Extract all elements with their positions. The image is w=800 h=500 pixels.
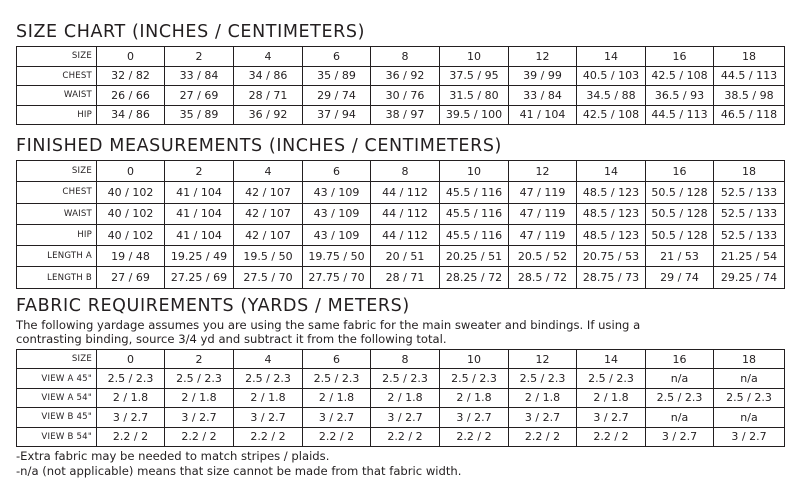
table-cell: 38 / 97: [371, 105, 440, 125]
size-header-cell: 18: [714, 161, 785, 182]
table-cell: 44.5 / 113: [646, 105, 714, 125]
size-header-cell: 18: [714, 350, 785, 369]
table-cell: 27.25 / 69: [165, 267, 234, 288]
table-cell: 34 / 86: [234, 66, 303, 86]
table-header-row: [17, 350, 785, 369]
row-label: VIEW A 45": [17, 369, 97, 388]
size-header-cell: 4: [234, 350, 303, 369]
table-cell: 3 / 2.7: [577, 408, 646, 427]
size-header-cell: 8: [371, 350, 440, 369]
size-header-cell: 2: [165, 350, 234, 369]
table-cell: 34.5 / 88: [577, 86, 646, 106]
table-cell: 48.5 / 123: [577, 203, 646, 224]
table-header-row: [17, 47, 785, 67]
note-extra-fabric: -Extra fabric may be needed to match stripes / plaids.: [16, 449, 330, 463]
table-cell: 2.5 / 2.3: [165, 369, 234, 388]
table-cell: 33 / 84: [509, 86, 577, 106]
table-cell: 2.2 / 2: [234, 427, 303, 446]
size-header-cell: 14: [577, 350, 646, 369]
table-cell: 42.5 / 108: [646, 66, 714, 86]
table-cell: 2.5 / 2.3: [371, 369, 440, 388]
fabric-requirements-title: FABRIC REQUIREMENTS (YARDS / METERS): [16, 296, 410, 316]
table-cell: 43 / 109: [303, 224, 371, 245]
table-row: [17, 388, 785, 407]
fabric-intro-line-1: The following yardage assumes you are using the same fabric for the main sweater and bindings. If using a: [16, 318, 641, 332]
table-cell: 3 / 2.7: [234, 408, 303, 427]
table-cell: 29.25 / 74: [714, 267, 785, 288]
size-header-cell: 0: [97, 161, 165, 182]
table-cell: 33 / 84: [165, 66, 234, 86]
table-cell: 21 / 53: [646, 246, 714, 267]
row-label: LENGTH A: [17, 246, 97, 267]
table-row: [17, 105, 785, 125]
table-cell: 2.5 / 2.3: [303, 369, 371, 388]
size-header-cell: 12: [509, 350, 577, 369]
table-cell: 45.5 / 116: [440, 182, 509, 203]
table-cell: 42 / 107: [234, 224, 303, 245]
table-cell: 3 / 2.7: [440, 408, 509, 427]
table-cell: 2.2 / 2: [303, 427, 371, 446]
table-cell: 3 / 2.7: [165, 408, 234, 427]
table-cell: 2.2 / 2: [509, 427, 577, 446]
table-cell: 3 / 2.7: [509, 408, 577, 427]
size-chart-title: SIZE CHART (INCHES / CENTIMETERS): [16, 22, 366, 42]
table-cell: 45.5 / 116: [440, 224, 509, 245]
table-cell: 2.5 / 2.3: [440, 369, 509, 388]
finished-measurements-table: [16, 160, 785, 289]
size-header-cell: 0: [97, 47, 165, 67]
size-header-cell: 4: [234, 47, 303, 67]
table-cell: 19.25 / 49: [165, 246, 234, 267]
row-label: HIP: [17, 105, 97, 125]
size-header-cell: 10: [440, 161, 509, 182]
table-cell: 36.5 / 93: [646, 86, 714, 106]
table-row: [17, 369, 785, 388]
size-header-cell: 18: [714, 47, 785, 67]
table-cell: 42 / 107: [234, 203, 303, 224]
table-cell: 35 / 89: [303, 66, 371, 86]
table-cell: 45.5 / 116: [440, 203, 509, 224]
table-cell: 41 / 104: [165, 182, 234, 203]
table-cell: 52.5 / 133: [714, 182, 785, 203]
table-cell: 41 / 104: [509, 105, 577, 125]
size-header-cell: 16: [646, 350, 714, 369]
finished-measurements-body: [17, 161, 785, 289]
table-cell: 38.5 / 98: [714, 86, 785, 106]
table-cell: 2 / 1.8: [577, 388, 646, 407]
table-cell: 46.5 / 118: [714, 105, 785, 125]
table-cell: 27 / 69: [165, 86, 234, 106]
row-label: VIEW B 45": [17, 408, 97, 427]
table-cell: 2 / 1.8: [234, 388, 303, 407]
table-row: [17, 66, 785, 86]
table-cell: 40 / 102: [97, 182, 165, 203]
size-chart-body: [17, 47, 785, 125]
table-cell: 42.5 / 108: [577, 105, 646, 125]
table-cell: 27 / 69: [97, 267, 165, 288]
table-cell: 2.5 / 2.3: [97, 369, 165, 388]
table-cell: 19.5 / 50: [234, 246, 303, 267]
table-row: [17, 408, 785, 427]
size-header-cell: 6: [303, 161, 371, 182]
table-cell: 47 / 119: [509, 203, 577, 224]
table-cell: 50.5 / 128: [646, 182, 714, 203]
size-header-cell: 4: [234, 161, 303, 182]
table-header-row: [17, 161, 785, 182]
table-cell: 27.75 / 70: [303, 267, 371, 288]
table-cell: 39.5 / 100: [440, 105, 509, 125]
table-cell: 3 / 2.7: [714, 427, 785, 446]
table-cell: 20 / 51: [371, 246, 440, 267]
table-cell: 2 / 1.8: [509, 388, 577, 407]
table-row: [17, 267, 785, 288]
row-label: CHEST: [17, 182, 97, 203]
table-cell: 52.5 / 133: [714, 224, 785, 245]
size-header-cell: 10: [440, 350, 509, 369]
table-cell: 3 / 2.7: [97, 408, 165, 427]
table-cell: 2.5 / 2.3: [646, 388, 714, 407]
table-cell: 2.2 / 2: [371, 427, 440, 446]
table-cell: 2 / 1.8: [440, 388, 509, 407]
table-cell: 2.2 / 2: [97, 427, 165, 446]
table-cell: 2.2 / 2: [577, 427, 646, 446]
table-cell: 37.5 / 95: [440, 66, 509, 86]
table-cell: 20.25 / 51: [440, 246, 509, 267]
table-cell: n/a: [646, 369, 714, 388]
size-chart-table: [16, 46, 785, 125]
table-cell: 34 / 86: [97, 105, 165, 125]
table-cell: 3 / 2.7: [371, 408, 440, 427]
table-cell: 2.5 / 2.3: [509, 369, 577, 388]
table-cell: 52.5 / 133: [714, 203, 785, 224]
fabric-requirements-body: [17, 350, 785, 447]
table-cell: 37 / 94: [303, 105, 371, 125]
table-cell: 2.5 / 2.3: [234, 369, 303, 388]
fabric-intro-line-2: contrasting binding, source 3/4 yd and subtract it from the following total.: [16, 332, 447, 346]
table-cell: 50.5 / 128: [646, 224, 714, 245]
size-label: SIZE: [17, 47, 97, 67]
size-label: SIZE: [17, 161, 97, 182]
table-cell: 2 / 1.8: [371, 388, 440, 407]
table-cell: 28 / 71: [371, 267, 440, 288]
size-header-cell: 2: [165, 47, 234, 67]
table-cell: 40.5 / 103: [577, 66, 646, 86]
table-cell: 35 / 89: [165, 105, 234, 125]
table-cell: 44 / 112: [371, 224, 440, 245]
fabric-requirements-table: [16, 349, 785, 447]
table-cell: 19 / 48: [97, 246, 165, 267]
table-cell: n/a: [714, 369, 785, 388]
row-label: LENGTH B: [17, 267, 97, 288]
finished-measurements-title: FINISHED MEASUREMENTS (INCHES / CENTIMETERS): [16, 136, 502, 156]
table-cell: 29 / 74: [646, 267, 714, 288]
table-cell: 50.5 / 128: [646, 203, 714, 224]
table-cell: 19.75 / 50: [303, 246, 371, 267]
table-cell: 42 / 107: [234, 182, 303, 203]
table-cell: 28.5 / 72: [509, 267, 577, 288]
table-cell: 36 / 92: [371, 66, 440, 86]
table-cell: n/a: [714, 408, 785, 427]
table-row: [17, 246, 785, 267]
table-row: [17, 224, 785, 245]
table-cell: 32 / 82: [97, 66, 165, 86]
size-header-cell: 0: [97, 350, 165, 369]
table-row: [17, 86, 785, 106]
table-cell: 43 / 109: [303, 182, 371, 203]
table-cell: 28.25 / 72: [440, 267, 509, 288]
row-label: WAIST: [17, 86, 97, 106]
size-header-cell: 14: [577, 47, 646, 67]
table-cell: 20.5 / 52: [509, 246, 577, 267]
table-cell: 21.25 / 54: [714, 246, 785, 267]
table-row: [17, 203, 785, 224]
size-header-cell: 6: [303, 47, 371, 67]
size-header-cell: 8: [371, 161, 440, 182]
table-cell: 3 / 2.7: [303, 408, 371, 427]
table-cell: 36 / 92: [234, 105, 303, 125]
table-row: [17, 182, 785, 203]
row-label: HIP: [17, 224, 97, 245]
table-cell: 44.5 / 113: [714, 66, 785, 86]
table-cell: 28.75 / 73: [577, 267, 646, 288]
table-cell: 41 / 104: [165, 224, 234, 245]
table-row: [17, 427, 785, 446]
size-header-cell: 8: [371, 47, 440, 67]
size-header-cell: 14: [577, 161, 646, 182]
row-label: VIEW A 54": [17, 388, 97, 407]
table-cell: 27.5 / 70: [234, 267, 303, 288]
table-cell: 41 / 104: [165, 203, 234, 224]
table-cell: 2 / 1.8: [303, 388, 371, 407]
table-cell: 2 / 1.8: [165, 388, 234, 407]
table-cell: n/a: [646, 408, 714, 427]
table-cell: 43 / 109: [303, 203, 371, 224]
table-cell: 47 / 119: [509, 224, 577, 245]
table-cell: 47 / 119: [509, 182, 577, 203]
size-label: SIZE: [17, 350, 97, 369]
table-cell: 26 / 66: [97, 86, 165, 106]
size-header-cell: 16: [646, 161, 714, 182]
table-cell: 48.5 / 123: [577, 182, 646, 203]
size-header-cell: 16: [646, 47, 714, 67]
table-cell: 39 / 99: [509, 66, 577, 86]
table-cell: 44 / 112: [371, 203, 440, 224]
table-cell: 40 / 102: [97, 203, 165, 224]
size-header-cell: 2: [165, 161, 234, 182]
size-header-cell: 10: [440, 47, 509, 67]
table-cell: 29 / 74: [303, 86, 371, 106]
row-label: CHEST: [17, 66, 97, 86]
size-header-cell: 12: [509, 161, 577, 182]
table-cell: 2.2 / 2: [165, 427, 234, 446]
table-cell: 20.75 / 53: [577, 246, 646, 267]
table-cell: 40 / 102: [97, 224, 165, 245]
note-not-applicable: -n/a (not applicable) means that size cannot be made from that fabric width.: [16, 464, 462, 478]
table-cell: 48.5 / 123: [577, 224, 646, 245]
table-cell: 28 / 71: [234, 86, 303, 106]
table-cell: 3 / 2.7: [646, 427, 714, 446]
size-header-cell: 12: [509, 47, 577, 67]
row-label: WAIST: [17, 203, 97, 224]
size-header-cell: 6: [303, 350, 371, 369]
table-cell: 2 / 1.8: [97, 388, 165, 407]
row-label: VIEW B 54": [17, 427, 97, 446]
table-cell: 2.2 / 2: [440, 427, 509, 446]
table-cell: 2.5 / 2.3: [714, 388, 785, 407]
table-cell: 31.5 / 80: [440, 86, 509, 106]
table-cell: 44 / 112: [371, 182, 440, 203]
table-cell: 2.5 / 2.3: [577, 369, 646, 388]
table-cell: 30 / 76: [371, 86, 440, 106]
